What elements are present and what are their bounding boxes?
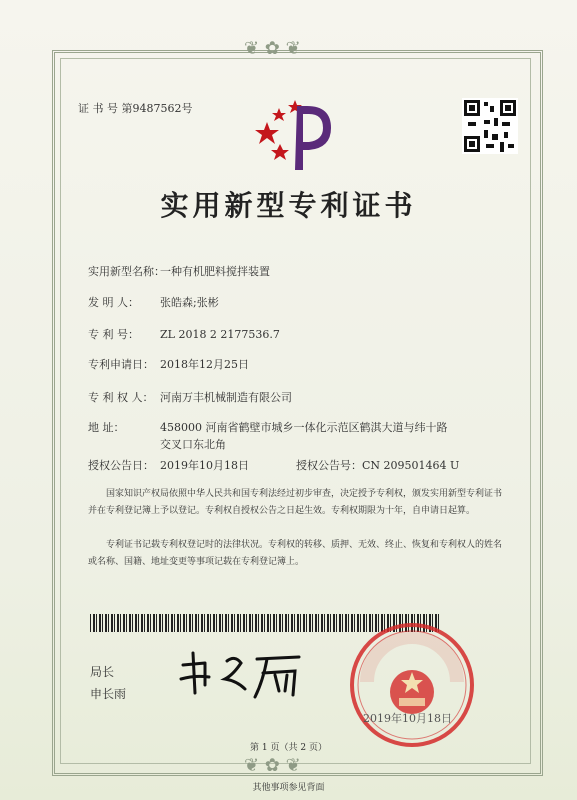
field-label: 地 址： <box>88 421 125 434</box>
application-date: 2018年12月25日 <box>160 358 249 371</box>
publication-number: CN 209501464 U <box>362 459 460 472</box>
director-title: 局长 <box>90 665 115 679</box>
certificate-title: 实用新型专利证书 <box>160 189 417 222</box>
field-label: 授权公告日： <box>88 459 154 472</box>
certificate-number: 证 书 号 第9487562号 <box>78 102 193 115</box>
address-value: 458000 河南省鹤壁市城乡一体化示范区鹤淇大道与纬十路交叉口东北角 <box>160 421 448 451</box>
address-row <box>88 419 160 435</box>
field-label: 授权公告号： <box>296 459 362 472</box>
page-number: 第 1 页（共 2 页） <box>250 743 327 753</box>
top-ornament-icon: ❦ ✿ ❦ <box>244 38 301 59</box>
patent-number: ZL 2018 2 2177536.7 <box>160 328 280 341</box>
official-seal <box>347 620 477 750</box>
patentee-name: 河南万丰机械制造有限公司 <box>160 391 292 404</box>
utility-model-name-row <box>88 263 270 279</box>
bottom-ornament-icon: ❦ ✿ ❦ <box>244 755 301 776</box>
patent-office-logo <box>255 92 337 174</box>
director-name: 申长雨 <box>90 687 127 701</box>
field-label: 专 利 权 人： <box>88 391 154 404</box>
director-signature <box>175 645 310 705</box>
footer-note: 其他事项参见背面 <box>252 783 325 793</box>
field-label: 发 明 人： <box>88 296 139 309</box>
utility-model-name: 一种有机肥料搅拌装置 <box>160 265 270 278</box>
publication-date: 2019年10月18日 <box>160 459 249 472</box>
qr-code-icon <box>462 98 518 154</box>
field-label: 实用新型名称： <box>88 265 165 278</box>
legal-status-paragraph: 专利证书记载专利权登记时的法律状况。专利权的转移、质押、无效、终止、恢复和专利权人的姓名或名称、国籍、地址变更等事项记载在专利登记簿上。 <box>88 540 503 567</box>
inventor-names: 张皓森;张彬 <box>160 296 219 309</box>
seal-date: 2019年10月18日 <box>363 712 452 725</box>
patent-number-row <box>88 326 280 342</box>
publication-number-row <box>296 457 459 473</box>
grant-paragraph: 国家知识产权局依照中华人民共和国专利法经过初步审查，决定授予专利权，颁发实用新型专利证书并在专利登记簿上予以登记。专利权自授权公告之日起生效。专利权期限为十年，自申请日起算。 <box>88 489 503 516</box>
inventor-row <box>88 294 219 310</box>
field-label: 专 利 号： <box>88 328 139 341</box>
publication-date-row <box>88 457 249 473</box>
patentee-row <box>88 389 292 405</box>
application-date-row <box>88 356 249 372</box>
field-label: 专利申请日： <box>88 358 154 371</box>
